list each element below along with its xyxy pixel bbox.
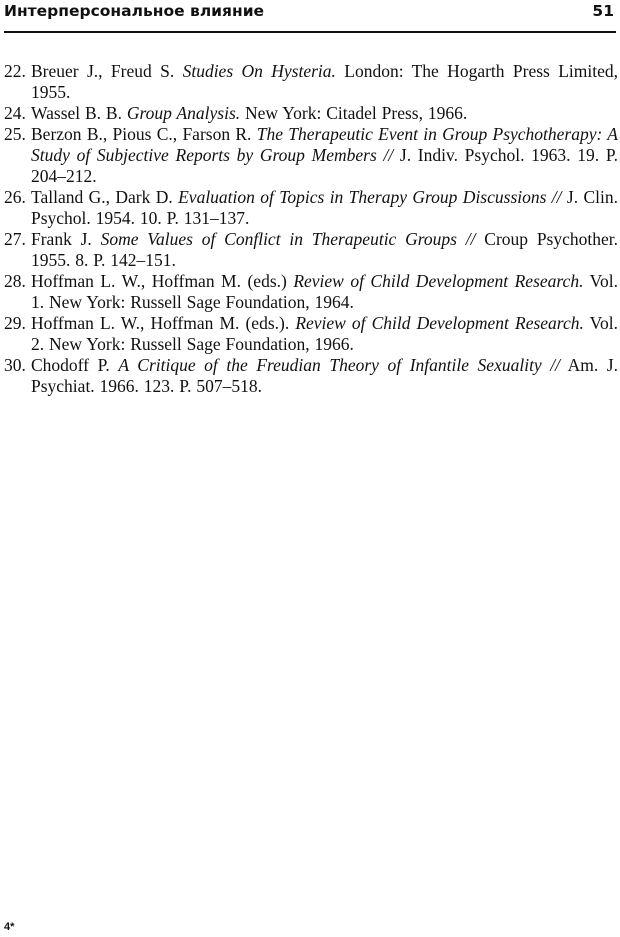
reference-number: 29. bbox=[4, 313, 26, 333]
header-rule bbox=[4, 31, 616, 33]
reference-details: J. Indiv. Psychol. 1963. 19. P. 204–212. bbox=[31, 145, 618, 186]
reference-number: 26. bbox=[4, 187, 26, 207]
reference-item bbox=[4, 103, 618, 124]
reference-item bbox=[4, 124, 618, 187]
reference-title: Review of Child Development Research. bbox=[295, 313, 584, 333]
reference-title: Studies On Hysteria. bbox=[182, 61, 336, 81]
reference-title: Some Values of Conflict in Therapeutic Groups // bbox=[100, 229, 476, 249]
reference-item bbox=[4, 229, 618, 271]
reference-text bbox=[31, 103, 618, 124]
reference-text bbox=[31, 271, 618, 313]
reference-details: Croup Psychother. 1955. 8. P. 142–151. bbox=[31, 229, 618, 270]
reference-item bbox=[4, 61, 618, 103]
reference-authors: Wassel B. B. bbox=[31, 103, 127, 123]
reference-number: 22. bbox=[4, 61, 26, 81]
reference-authors: Frank J. bbox=[31, 229, 101, 249]
reference-title: Group Analysis. bbox=[126, 103, 241, 123]
reference-authors: Berzon B., Pious C., Farson R. bbox=[31, 124, 257, 144]
signature-mark: 4* bbox=[4, 921, 15, 933]
reference-title: The Therapeutic Event in Group Psychotherapy: A Study of Subjective Reports by Group Members // bbox=[31, 124, 618, 165]
reference-authors: Talland G., Dark D. bbox=[31, 187, 179, 207]
reference-text bbox=[31, 187, 618, 229]
reference-number: 28. bbox=[4, 271, 26, 291]
reference-number: 30. bbox=[4, 355, 26, 375]
reference-text bbox=[31, 124, 618, 187]
reference-authors: Chodoff P. bbox=[31, 355, 119, 375]
reference-item bbox=[4, 355, 618, 397]
reference-text bbox=[31, 355, 618, 397]
reference-number: 24. bbox=[4, 103, 26, 123]
reference-text bbox=[31, 61, 618, 103]
running-head bbox=[4, 0, 614, 26]
running-head-title: Интерперсональное влияние bbox=[4, 2, 265, 20]
reference-details: New York: Citadel Press, 1966. bbox=[240, 103, 468, 123]
reference-details: Vol. 1. New York: Russell Sage Foundation, 1964. bbox=[31, 271, 618, 312]
reference-authors: Hoffman L. W., Hoffman M. (eds.). bbox=[31, 313, 296, 333]
reference-list bbox=[4, 61, 618, 397]
reference-item bbox=[4, 187, 618, 229]
reference-item bbox=[4, 313, 618, 355]
reference-authors: Hoffman L. W., Hoffman M. (eds.) bbox=[31, 271, 294, 291]
reference-title: Evaluation of Topics in Therapy Group Discussions // bbox=[178, 187, 562, 207]
reference-details: Am. J. Psychiat. 1966. 123. P. 507–518. bbox=[31, 355, 618, 396]
reference-details: J. Clin. Psychol. 1954. 10. P. 131–137. bbox=[31, 187, 618, 228]
reference-number: 27. bbox=[4, 229, 26, 249]
reference-details: Vol. 2. New York: Russell Sage Foundation, 1966. bbox=[31, 313, 618, 354]
reference-authors: Breuer J., Freud S. bbox=[31, 61, 183, 81]
page-number: 51 bbox=[592, 2, 614, 20]
reference-number: 25. bbox=[4, 124, 26, 144]
reference-text bbox=[31, 313, 618, 355]
reference-item bbox=[4, 271, 618, 313]
reference-text bbox=[31, 229, 618, 271]
reference-details: London: The Hogarth Press Limited, 1955. bbox=[31, 61, 618, 102]
reference-title: Review of Child Development Research. bbox=[293, 271, 584, 291]
reference-title: A Critique of the Freudian Theory of Infantile Sexuality // bbox=[118, 355, 560, 375]
